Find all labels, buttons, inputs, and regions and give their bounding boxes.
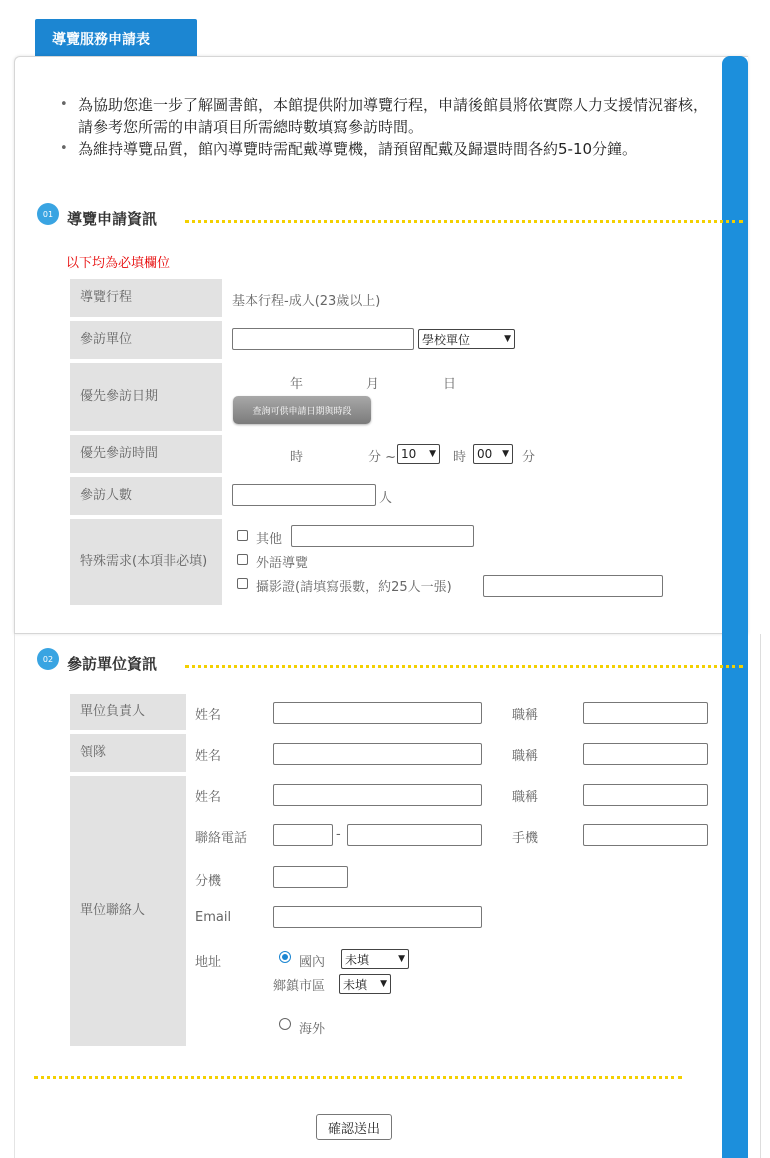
section-title: 導覽申請資訊 bbox=[67, 209, 158, 228]
label-date: 優先參訪日期 bbox=[70, 363, 222, 431]
photo-pass-count-input[interactable] bbox=[483, 575, 663, 597]
dotted-divider bbox=[34, 1076, 682, 1079]
minute-label: 分 bbox=[522, 450, 536, 465]
section-header-tour-info bbox=[37, 206, 157, 230]
tab-tour-application[interactable]: 導覽服務申請表 bbox=[35, 19, 197, 57]
job-title-label: 職稱 bbox=[512, 708, 539, 723]
email-input[interactable] bbox=[273, 906, 482, 928]
contact-title-input[interactable] bbox=[583, 784, 708, 806]
dotted-divider bbox=[185, 665, 743, 668]
note-item: • 為協助您進一步了解圖書館，本館提供附加導覽行程，申請後館員將依實際人力支援情況審核，請參考您所需的申請項目所需總時數填寫參訪時間。 bbox=[60, 94, 710, 138]
label-tour: 導覽行程 bbox=[70, 279, 222, 317]
unit-type-select[interactable]: 學校單位 ▼ bbox=[418, 329, 515, 349]
hour-label: 時 bbox=[290, 450, 304, 465]
section-number-icon: 01 bbox=[37, 203, 59, 225]
head-title-input[interactable] bbox=[583, 702, 708, 724]
city-select[interactable]: 未填 ▼ bbox=[341, 949, 409, 969]
label-unit-contact: 單位聯絡人 bbox=[70, 776, 186, 1046]
label-unit: 參訪單位 bbox=[70, 321, 222, 359]
query-dates-button[interactable]: 查詢可供申請日期與時段 bbox=[233, 396, 371, 424]
phone-label: 聯絡電話 bbox=[195, 831, 248, 846]
radio-domestic[interactable] bbox=[279, 951, 291, 963]
scrollbar-accent-bottom bbox=[722, 634, 748, 1158]
radio-overseas[interactable] bbox=[279, 1018, 291, 1030]
label-people: 參訪人數 bbox=[70, 477, 222, 515]
section-number-icon: 02 bbox=[37, 648, 59, 670]
section-title: 參訪單位資訊 bbox=[67, 654, 158, 673]
district-select[interactable]: 未填 ▼ bbox=[339, 974, 391, 994]
minute-to-label: 分 ~ bbox=[368, 450, 397, 465]
year-label: 年 bbox=[290, 377, 304, 392]
job-title-label: 職稱 bbox=[512, 749, 539, 764]
overseas-label: 海外 bbox=[299, 1022, 326, 1037]
chevron-down-icon: ▼ bbox=[398, 954, 405, 964]
address-label: 地址 bbox=[195, 955, 222, 970]
leader-title-input[interactable] bbox=[583, 743, 708, 765]
tour-value: 基本行程-成人(23歲以上) bbox=[232, 294, 381, 309]
unit-name-input[interactable] bbox=[232, 328, 414, 350]
leader-name-input[interactable] bbox=[273, 743, 482, 765]
label-time: 優先參訪時間 bbox=[70, 435, 222, 473]
month-label: 月 bbox=[366, 377, 380, 392]
people-count-input[interactable] bbox=[232, 484, 376, 506]
checkbox-photo-pass[interactable] bbox=[237, 578, 248, 589]
name-label: 姓名 bbox=[195, 749, 222, 764]
special-photo-label: 攝影證(請填寫張數，約25人一張) bbox=[256, 580, 452, 595]
phone-dash: - bbox=[336, 827, 341, 842]
job-title-label: 職稱 bbox=[512, 790, 539, 805]
label-special: 特殊需求(本項非必填) bbox=[70, 519, 222, 605]
label-leader: 領隊 bbox=[70, 734, 186, 772]
required-note: 以下均為必填欄位 bbox=[66, 256, 171, 271]
special-foreign-label: 外語導覽 bbox=[256, 556, 309, 571]
hour-label-2: 時 bbox=[453, 450, 467, 465]
note-item: • 為維持導覽品質，館內導覽時需配戴導覽機，請預留配戴及歸還時間各約5-10分鐘。 bbox=[60, 138, 710, 160]
scrollbar-accent-top bbox=[722, 56, 748, 634]
special-other-input[interactable] bbox=[291, 525, 474, 547]
mobile-input[interactable] bbox=[583, 824, 708, 846]
checkbox-foreign-tour[interactable] bbox=[237, 554, 248, 565]
name-label: 姓名 bbox=[195, 708, 222, 723]
domestic-label: 國內 bbox=[299, 955, 326, 970]
checkbox-other[interactable] bbox=[237, 530, 248, 541]
end-minute-select[interactable]: 00 ▼ bbox=[473, 444, 513, 464]
section-header-unit-info bbox=[37, 651, 157, 675]
ext-input[interactable] bbox=[273, 866, 348, 888]
name-label: 姓名 bbox=[195, 790, 222, 805]
people-unit: 人 bbox=[379, 491, 393, 506]
phone-number-input[interactable] bbox=[347, 824, 482, 846]
notes-list bbox=[60, 94, 710, 160]
label-unit-head: 單位負責人 bbox=[70, 694, 186, 730]
district-label: 鄉鎮市區 bbox=[273, 979, 326, 994]
end-hour-select[interactable]: 10 ▼ bbox=[397, 444, 440, 464]
chevron-down-icon: ▼ bbox=[504, 334, 511, 344]
chevron-down-icon: ▼ bbox=[429, 449, 436, 459]
submit-button[interactable]: 確認送出 bbox=[316, 1114, 392, 1140]
divider bbox=[760, 634, 761, 1158]
email-label: Email bbox=[195, 910, 232, 925]
phone-area-input[interactable] bbox=[273, 824, 333, 846]
head-name-input[interactable] bbox=[273, 702, 482, 724]
day-label: 日 bbox=[443, 377, 457, 392]
mobile-label: 手機 bbox=[512, 831, 539, 846]
contact-name-input[interactable] bbox=[273, 784, 482, 806]
special-other-label: 其他 bbox=[256, 532, 283, 547]
dotted-divider bbox=[185, 220, 743, 223]
chevron-down-icon: ▼ bbox=[502, 449, 509, 459]
chevron-down-icon: ▼ bbox=[380, 979, 387, 989]
ext-label: 分機 bbox=[195, 874, 222, 889]
